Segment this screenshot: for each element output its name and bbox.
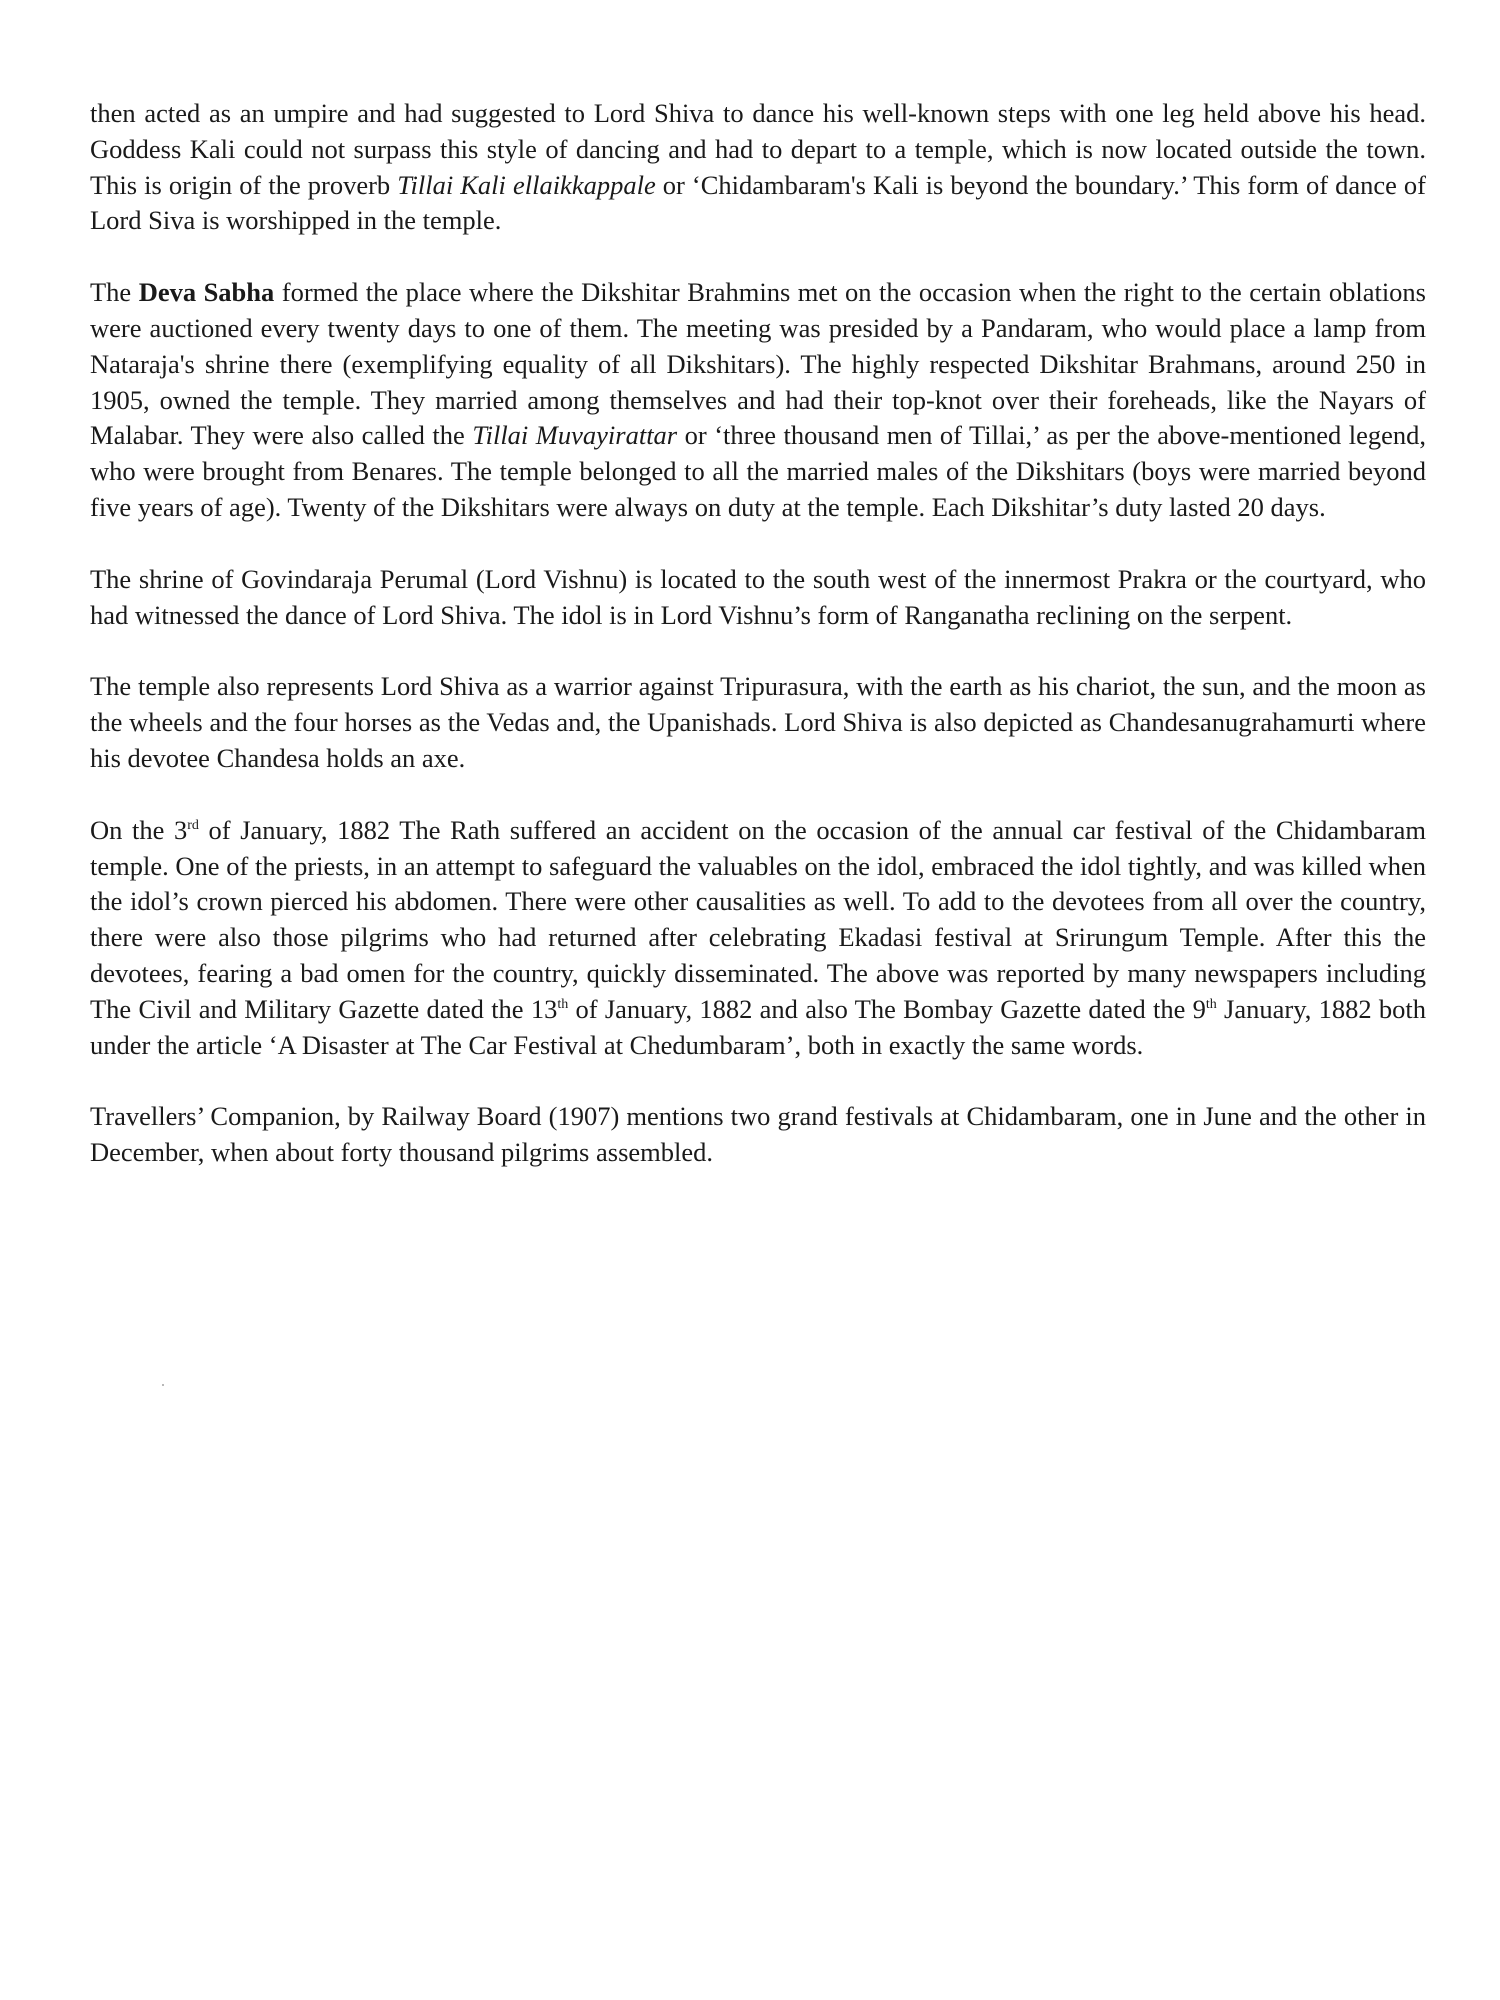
- paragraph-text: or ‘three thousand men of Tillai,’ as per the above-mentioned legend, who were brought from Benares. The temple belonged to all the married males of the Dikshitars (boys were married beyond five years of age). Twenty of the Dikshitars were always on duty at the temple. Each Dikshitar’s duty lasted 20 days.: [90, 420, 1426, 522]
- paragraph-text: or ‘Chidambaram's Kali is beyond the boundary.’ This form of dance of Lord Siva is worshipped in the temple.: [90, 169, 1426, 236]
- ordinal-superscript: th: [557, 996, 569, 1012]
- ordinal-superscript: rd: [187, 817, 199, 833]
- paragraph-text: On the 3: [90, 814, 188, 845]
- bold-term-deva-sabha: Deva Sabha: [138, 277, 275, 308]
- paragraph-kali-dance: [90, 96, 1426, 239]
- paragraph-text: of January, 1882 and also The Bombay Gazette dated the 9: [568, 993, 1206, 1024]
- paragraph-text: formed the place where the Dikshitar Brahmins met on the occasion when the right to the certain oblations were auctioned every twenty days to one of them. The meeting was presided by a Pandaram, who would place a lamp from Nataraja's shrine there (exemplifying equality of all Dikshitars). The highly respected Dikshitar Brahmans, around 250 in 1905, owned the temple. They married among themselves and had their top-knot over their foreheads, like the Nayars of Malabar. They were also called the: [90, 277, 1426, 451]
- scan-speck: [162, 1384, 164, 1386]
- paragraph-deva-sabha: [90, 275, 1426, 526]
- paragraph-govindaraja-shrine: The shrine of Govindaraja Perumal (Lord Vishnu) is located to the south west of the innermost Prakra or the courtyard, who had witnessed the dance of Lord Shiva. The idol is in Lord Vishnu’s form of Ranganatha reclining on the serpent.: [90, 563, 1426, 630]
- paragraph-travellers-companion: Travellers’ Companion, by Railway Board (1907) mentions two grand festivals at Chidambaram, one in June and the other in December, when about forty thousand pilgrims assembled.: [90, 1101, 1426, 1168]
- paragraph-tripurasura: The temple also represents Lord Shiva as a warrior against Tripurasura, with the earth as his chariot, the sun, and the moon as the wheels and the four horses as the Vedas and, the Upanishads. Lord Shiva is also depicted as Chandesanugrahamurti where his devotee Chandesa holds an axe.: [90, 671, 1426, 773]
- italic-term-tillai-muvayirattar: Tillai Muvayirattar: [472, 420, 678, 451]
- italic-proverb: Tillai Kali ellaikkappale: [397, 169, 656, 200]
- paragraph-text: of January, 1882 The Rath suffered an accident on the occasion of the annual car festival of the Chidambaram temple. One of the priests, in an attempt to safeguard the valuables on the idol, embraced the idol tightly, and was killed when the idol’s crown pierced his abdomen. There were other causalities as well. To add to the devotees from all over the country, there were also those pilgrims who had returned after celebrating Ekadasi festival at Srirungum Temple. After this the devotees, fearing a bad omen for the country, quickly disseminated. The above was reported by many newspapers including The Civil and Military Gazette dated the 13: [90, 814, 1426, 1024]
- paragraph-text: then acted as an umpire and had suggested to Lord Shiva to dance his well-known steps with one leg held above his head. Goddess Kali could not surpass this style of dancing and had to depart to a temple, which is now located outside the town. This is origin of the proverb: [90, 98, 1426, 200]
- paragraph-text: January, 1882 both under the article ‘A Disaster at The Car Festival at Chedumbaram’, both in exactly the same words.: [90, 993, 1427, 1060]
- ordinal-superscript: th: [1205, 996, 1217, 1012]
- document-page: [90, 96, 1426, 1207]
- paragraph-text: The: [90, 277, 139, 308]
- paragraph-rath-accident: [90, 813, 1426, 1064]
